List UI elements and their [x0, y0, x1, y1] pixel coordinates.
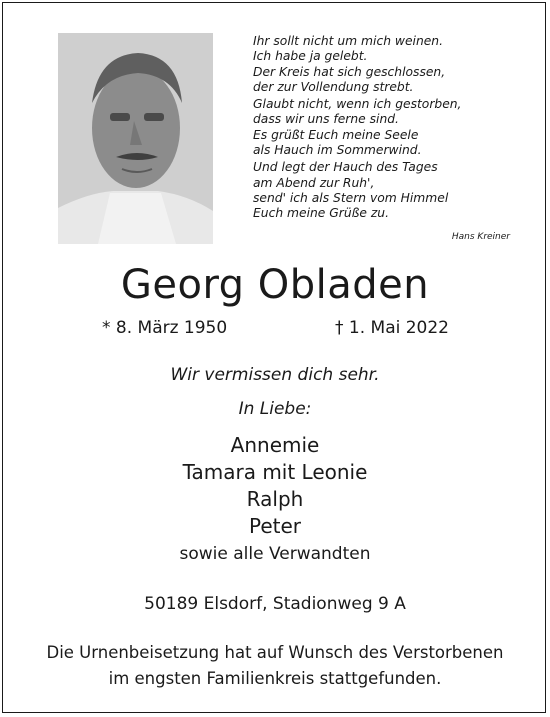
family-address: 50189 Elsdorf, Stadionweg 9 A [144, 594, 406, 614]
birth-date: * 8. März 1950 [102, 318, 228, 338]
poem-line: Und legt der Hauch des Tages [253, 160, 438, 175]
in-love-label: In Liebe: [238, 399, 312, 419]
poem-line: Der Kreis hat sich geschlossen, [253, 64, 446, 79]
poem-stanza [253, 34, 513, 95]
poem-line: der zur Vollendung strebt. [253, 79, 414, 94]
miss-message: Wir vermissen dich sehr. [170, 365, 380, 385]
poem-line: Euch meine Grüße zu. [253, 206, 390, 221]
memorial-poem [253, 34, 513, 224]
relatives-line: sowie alle Verwandten [179, 544, 371, 564]
death-date: † 1. Mai 2022 [335, 318, 450, 338]
poem-stanza [253, 97, 513, 158]
portrait-illustration [58, 33, 213, 244]
burial-note-line: im engsten Familienkreis stattgefunden. [108, 669, 442, 688]
poem-line: als Hauch im Sommerwind. [253, 143, 422, 158]
poem-line: Ihr sollt nicht um mich weinen. [253, 34, 444, 48]
poem-line: am Abend zur Ruh', [253, 175, 375, 190]
poem-line: Es grüßt Euch meine Seele [253, 127, 419, 142]
mourner-name: Tamara mit Leonie [182, 460, 368, 484]
mourners-list [0, 432, 550, 540]
poem-line: Ich habe ja gelebt. [253, 49, 368, 64]
mourner-name: Ralph [246, 487, 304, 511]
poem-stanza [253, 160, 513, 221]
poem-line: Glaubt nicht, wenn ich gestorben, [253, 97, 462, 112]
poem-author: Hans Kreiner [451, 232, 510, 242]
portrait-photo [58, 33, 213, 244]
mourner-name: Peter [248, 514, 302, 538]
mourner-name: Annemie [230, 433, 320, 457]
deceased-name: Georg Obladen [120, 262, 430, 308]
burial-note-line: Die Urnenbeisetzung hat auf Wunsch des Verstorbenen [46, 643, 504, 662]
burial-note [0, 640, 550, 692]
poem-line: send' ich als Stern vom Himmel [253, 190, 449, 205]
poem-line: dass wir uns ferne sind. [253, 112, 399, 127]
